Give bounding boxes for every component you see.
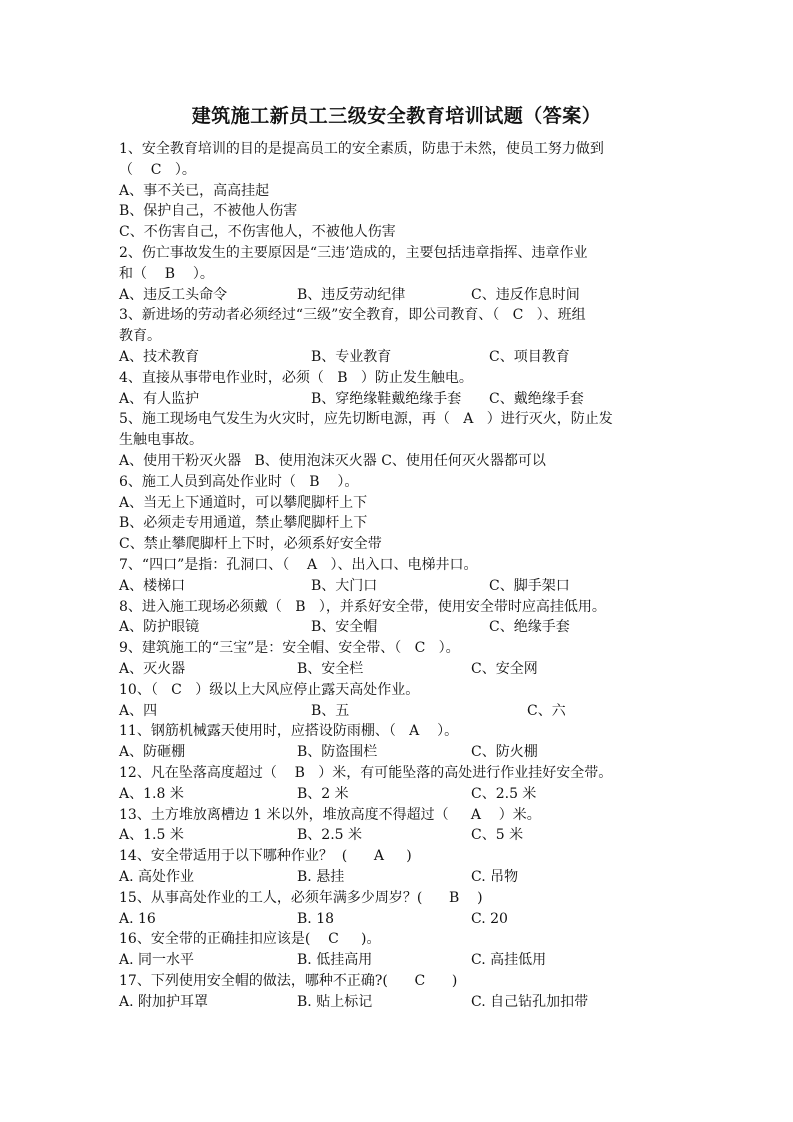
text-line: B、必须走专用通道，禁止攀爬脚杆上下 bbox=[119, 515, 368, 532]
option-choice: C、项目教育 bbox=[489, 349, 570, 365]
option-choice: A、防护眼镜 bbox=[119, 619, 200, 636]
option-choice: A. 同一水平 bbox=[119, 952, 195, 969]
option-choice: A、四 bbox=[119, 702, 158, 719]
option-choice: B. 悬挂 bbox=[297, 869, 345, 885]
option-choice: C. 20 bbox=[471, 910, 508, 927]
text-line: 和（ B ）。 bbox=[119, 265, 214, 282]
text-line: 1、安全教育培训的目的是提高员工的安全素质，防患于未然，使员工努力做到 bbox=[119, 141, 604, 157]
option-choice: C、2.5 米 bbox=[471, 785, 537, 802]
option-choice: C. 自己钻孔加扣带 bbox=[471, 993, 589, 1010]
option-choice: B、2.5 米 bbox=[297, 827, 363, 844]
option-choice: B、专业教育 bbox=[311, 349, 392, 365]
option-choice: C. 高挂低用 bbox=[471, 952, 547, 969]
option-choice: C、安全网 bbox=[471, 661, 538, 677]
text-line: 14、安全带适用于以下哪种作业？ ( A ) bbox=[119, 848, 412, 865]
document-title: 建筑施工新员工三级安全教育培训试题（答案） bbox=[191, 105, 602, 127]
option-choice: A. 16 bbox=[119, 910, 156, 927]
option-choice: A. 高处作业 bbox=[119, 869, 195, 885]
option-choice: A、1.5 米 bbox=[119, 827, 184, 844]
text-line: （ C ）。 bbox=[119, 161, 196, 178]
text-line: C、禁止攀爬脚杆上下时，必须系好安全带 bbox=[119, 536, 382, 553]
text-line: 13、土方堆放离槽边 1 米以外，堆放高度不得超过（ A ）米。 bbox=[119, 806, 541, 823]
option-choice: A、违反工头命令 bbox=[119, 286, 228, 303]
text-line: 2、伤亡事故发生的主要原因是“三违’造成的，主要包括违章指挥、违章作业 bbox=[119, 245, 588, 261]
option-choice: A、灭火器 bbox=[119, 661, 186, 677]
text-line: 10、（ C ）级以上大风应停止露天高处作业。 bbox=[119, 681, 420, 698]
text-line: 3、新进场的劳动者必须经过“三级”安全教育，即公司教育、（ C ）、班组 bbox=[119, 307, 586, 324]
option-choice: C、戴绝缘手套 bbox=[489, 390, 584, 407]
option-choice: C、脚手架口 bbox=[489, 577, 570, 594]
text-line: A、当无上下通道时，可以攀爬脚杆上下 bbox=[119, 494, 368, 511]
text-line: 4、直接从事带电作业时，必须（ B ）防止发生触电。 bbox=[119, 369, 473, 386]
option-choice: B、五 bbox=[311, 702, 350, 719]
text-line: 15、从事高处作业的工人，必须年满多少周岁？( B ) bbox=[119, 889, 483, 906]
option-choice: B. 贴上标记 bbox=[297, 993, 373, 1010]
option-choice: B、安全帽 bbox=[311, 619, 378, 636]
text-line: 6、施工人员到高处作业时（ B ）。 bbox=[119, 473, 359, 490]
option-choice: A. 附加护耳罩 bbox=[119, 993, 209, 1010]
text-line: 17、下列使用安全帽的做法，哪种不正确?( C ) bbox=[119, 973, 458, 989]
option-choice: A、防砸棚 bbox=[119, 744, 186, 761]
text-line: C、不伤害自己，不伤害他人，不被他人伤害 bbox=[119, 224, 396, 241]
option-choice: B、穿绝缘鞋戴绝缘手套 bbox=[311, 390, 462, 407]
text-line: 生触电事故。 bbox=[119, 432, 203, 449]
text-line: 5、施工现场电气发生为火灾时，应先切断电源，再（ A ）进行灭火，防止发 bbox=[119, 411, 613, 428]
text-line: 8、进入施工现场必须戴（ B ），并系好安全带，使用安全带时应高挂低用。 bbox=[119, 598, 606, 615]
option-choice: B、违反劳动纪律 bbox=[297, 286, 406, 303]
text-line: 9、建筑施工的“三宝”是：安全帽、安全带、（ C ）。 bbox=[119, 640, 460, 657]
option-choice: A、楼梯口 bbox=[119, 577, 186, 594]
option-choice: B. 18 bbox=[297, 910, 335, 927]
text-line: 12、凡在坠落高度超过（ B ）米，有可能坠落的高处进行作业挂好安全带。 bbox=[119, 765, 613, 781]
option-choice: A、有人监护 bbox=[119, 390, 200, 407]
option-choice: B、大门口 bbox=[311, 577, 378, 594]
option-choice: B、安全栏 bbox=[297, 661, 364, 677]
option-choice: C、绝缘手套 bbox=[489, 619, 570, 636]
text-line: 11、钢筋机械露天使用时，应搭设防雨棚、（ A ）。 bbox=[119, 723, 459, 740]
option-choice: A、技术教育 bbox=[119, 349, 200, 365]
option-choice: C、5 米 bbox=[471, 827, 524, 844]
option-choice: C、六 bbox=[527, 702, 566, 719]
text-line: 7、“四口”是指：孔洞口、（ A ）、出入口、电梯井口。 bbox=[119, 557, 478, 573]
text-line: B、保护自己，不被他人伤害 bbox=[119, 203, 298, 220]
option-choice: C. 吊物 bbox=[471, 869, 519, 885]
option-choice: B、防盗围栏 bbox=[297, 744, 378, 761]
text-line: 教育。 bbox=[119, 328, 161, 345]
option-choice: B. 低挂高用 bbox=[297, 952, 373, 969]
text-line: A、使用干粉灭火器 B、使用泡沫灭火器 C、使用任何灭火器都可以 bbox=[119, 453, 546, 469]
option-choice: B、2 米 bbox=[297, 785, 349, 802]
option-choice: C、违反作息时间 bbox=[471, 286, 580, 303]
option-choice: A、1.8 米 bbox=[119, 785, 184, 802]
text-line: A、事不关已，高高挂起 bbox=[119, 182, 270, 199]
option-choice: C、防火棚 bbox=[471, 744, 538, 761]
text-line: 16、安全带的正确挂扣应该是( C )。 bbox=[119, 931, 381, 948]
